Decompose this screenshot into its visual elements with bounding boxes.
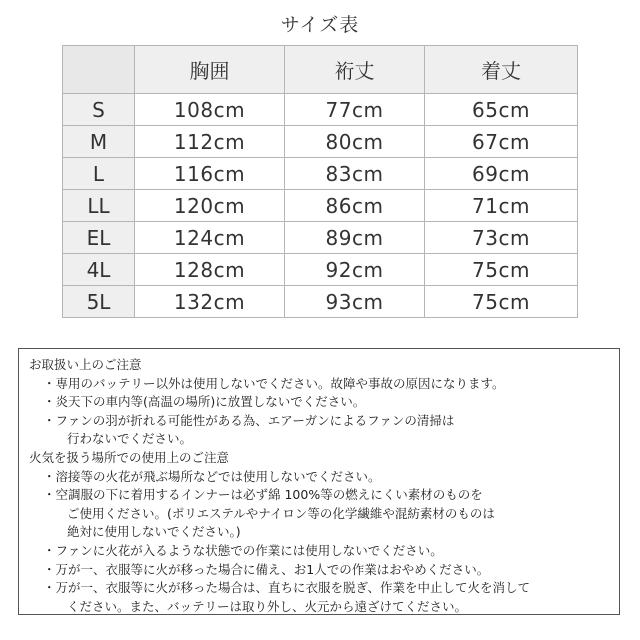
table-row: [63, 286, 578, 318]
caution-item: ・炎天下の車内等(高温の場所)に放置しないでください。: [43, 394, 366, 410]
table-row: [63, 126, 578, 158]
length-cell: 65cm: [425, 94, 578, 126]
header-chest: 胸囲: [135, 46, 285, 94]
sleeve-cell: 77cm: [285, 94, 425, 126]
table-row: [63, 158, 578, 190]
chest-cell: 128cm: [135, 254, 285, 286]
caution-item-continuation: 行わないでください。: [67, 431, 193, 447]
caution-item-continuation: ください。また、バッテリーは取り外し、火元から遠ざけてください。: [67, 598, 468, 614]
caution-item: ・ファンの羽が折れる可能性がある為、エアーガンによるファンの清掃は: [43, 412, 455, 428]
chest-cell: 120cm: [135, 190, 285, 222]
length-cell: 67cm: [425, 126, 578, 158]
fire-caution-list: [29, 468, 609, 617]
size-label-cell: S: [63, 94, 135, 126]
caution-item-continuation: ご使用ください。(ポリエステルやナイロン等の化学繊維や混紡素材のものは: [67, 505, 495, 521]
header-length: 着丈: [425, 46, 578, 94]
sleeve-cell: 89cm: [285, 222, 425, 254]
chest-cell: 124cm: [135, 222, 285, 254]
caution-item-continuation: 絶対に使用しないでください。): [67, 524, 241, 540]
caution-item: ・ファンに火花が入るような状態での作業には使用しないでください。: [43, 542, 443, 558]
handling-caution-list: [29, 375, 609, 449]
caution-item: ・専用のバッテリー以外は使用しないでください。故障や事故の原因になります。: [43, 375, 505, 391]
sleeve-cell: 80cm: [285, 126, 425, 158]
caution-item: ・万が一、衣服等に火が移った場合は、直ちに衣服を脱ぎ、作業を中止して火を消して: [43, 580, 531, 596]
header-sleeve: 裄丈: [285, 46, 425, 94]
sleeve-cell: 83cm: [285, 158, 425, 190]
section-heading-fire: 火気を扱う場所での使用上のご注意: [29, 449, 230, 465]
size-label-cell: 5L: [63, 286, 135, 318]
size-table: [62, 45, 578, 318]
chest-cell: 112cm: [135, 126, 285, 158]
table-row: [63, 94, 578, 126]
caution-item: ・空調服の下に着用するインナーは必ず綿 100%等の燃えにくい素材のものを: [43, 487, 483, 503]
chest-cell: 108cm: [135, 94, 285, 126]
size-label-cell: EL: [63, 222, 135, 254]
sleeve-cell: 92cm: [285, 254, 425, 286]
size-label-cell: M: [63, 126, 135, 158]
header-corner-cell: [63, 46, 135, 94]
table-row: [63, 254, 578, 286]
length-cell: 69cm: [425, 158, 578, 190]
chest-cell: 132cm: [135, 286, 285, 318]
size-label-cell: LL: [63, 190, 135, 222]
size-label-cell: L: [63, 158, 135, 190]
caution-item: ・万が一、衣服等に火が移った場合に備え、お1人での作業はおやめください。: [43, 561, 490, 577]
caution-item: ・溶接等の火花が飛ぶ場所などでは使用しないでください。: [43, 468, 381, 484]
length-cell: 71cm: [425, 190, 578, 222]
page-title: サイズ表: [280, 14, 360, 36]
sleeve-cell: 86cm: [285, 190, 425, 222]
table-row: [63, 190, 578, 222]
table-row: [63, 222, 578, 254]
length-cell: 75cm: [425, 254, 578, 286]
caution-notice-box: [18, 348, 620, 615]
table-header-row: [63, 46, 578, 94]
length-cell: 75cm: [425, 286, 578, 318]
sleeve-cell: 93cm: [285, 286, 425, 318]
size-label-cell: 4L: [63, 254, 135, 286]
chest-cell: 116cm: [135, 158, 285, 190]
length-cell: 73cm: [425, 222, 578, 254]
section-heading-handling: お取扱い上のご注意: [29, 357, 142, 372]
